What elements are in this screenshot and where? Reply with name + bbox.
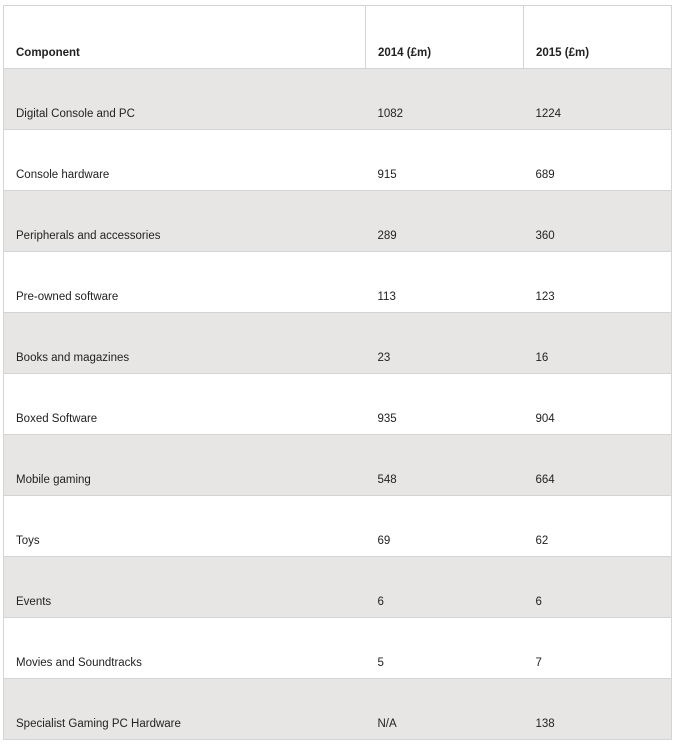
table-row	[4, 679, 672, 740]
table-row	[4, 618, 672, 679]
cell-component: Digital Console and PC	[4, 69, 366, 130]
table-row	[4, 557, 672, 618]
cell-component: Toys	[4, 496, 366, 557]
cell-2014: 548	[366, 435, 524, 496]
table-header-row	[4, 6, 672, 69]
cell-2014: N/A	[366, 679, 524, 740]
header-component: Component	[4, 6, 366, 69]
cell-2014: 23	[366, 313, 524, 374]
cell-2014: 5	[366, 618, 524, 679]
cell-component: Events	[4, 557, 366, 618]
cell-2014: 6	[366, 557, 524, 618]
cell-2015: 123	[524, 252, 672, 313]
cell-component: Books and magazines	[4, 313, 366, 374]
cell-2014: 935	[366, 374, 524, 435]
table-row	[4, 374, 672, 435]
table-row	[4, 69, 672, 130]
cell-2014: 1082	[366, 69, 524, 130]
cell-component: Mobile gaming	[4, 435, 366, 496]
cell-2015: 904	[524, 374, 672, 435]
cell-component: Peripherals and accessories	[4, 191, 366, 252]
cell-2015: 664	[524, 435, 672, 496]
cell-2015: 689	[524, 130, 672, 191]
header-2015: 2015 (£m)	[524, 6, 672, 69]
data-table	[3, 5, 672, 740]
cell-component: Console hardware	[4, 130, 366, 191]
cell-component: Specialist Gaming PC Hardware	[4, 679, 366, 740]
cell-component: Movies and Soundtracks	[4, 618, 366, 679]
table-row	[4, 435, 672, 496]
cell-2015: 360	[524, 191, 672, 252]
cell-2015: 6	[524, 557, 672, 618]
table-row	[4, 130, 672, 191]
cell-2015: 62	[524, 496, 672, 557]
cell-component: Pre-owned software	[4, 252, 366, 313]
cell-2014: 69	[366, 496, 524, 557]
cell-2014: 915	[366, 130, 524, 191]
cell-2015: 7	[524, 618, 672, 679]
cell-2015: 1224	[524, 69, 672, 130]
header-2014: 2014 (£m)	[366, 6, 524, 69]
cell-2014: 289	[366, 191, 524, 252]
table-row	[4, 252, 672, 313]
data-table-container	[3, 5, 671, 740]
table-row	[4, 496, 672, 557]
cell-2015: 138	[524, 679, 672, 740]
table-row	[4, 313, 672, 374]
cell-component: Boxed Software	[4, 374, 366, 435]
cell-2014: 113	[366, 252, 524, 313]
table-row	[4, 191, 672, 252]
cell-2015: 16	[524, 313, 672, 374]
